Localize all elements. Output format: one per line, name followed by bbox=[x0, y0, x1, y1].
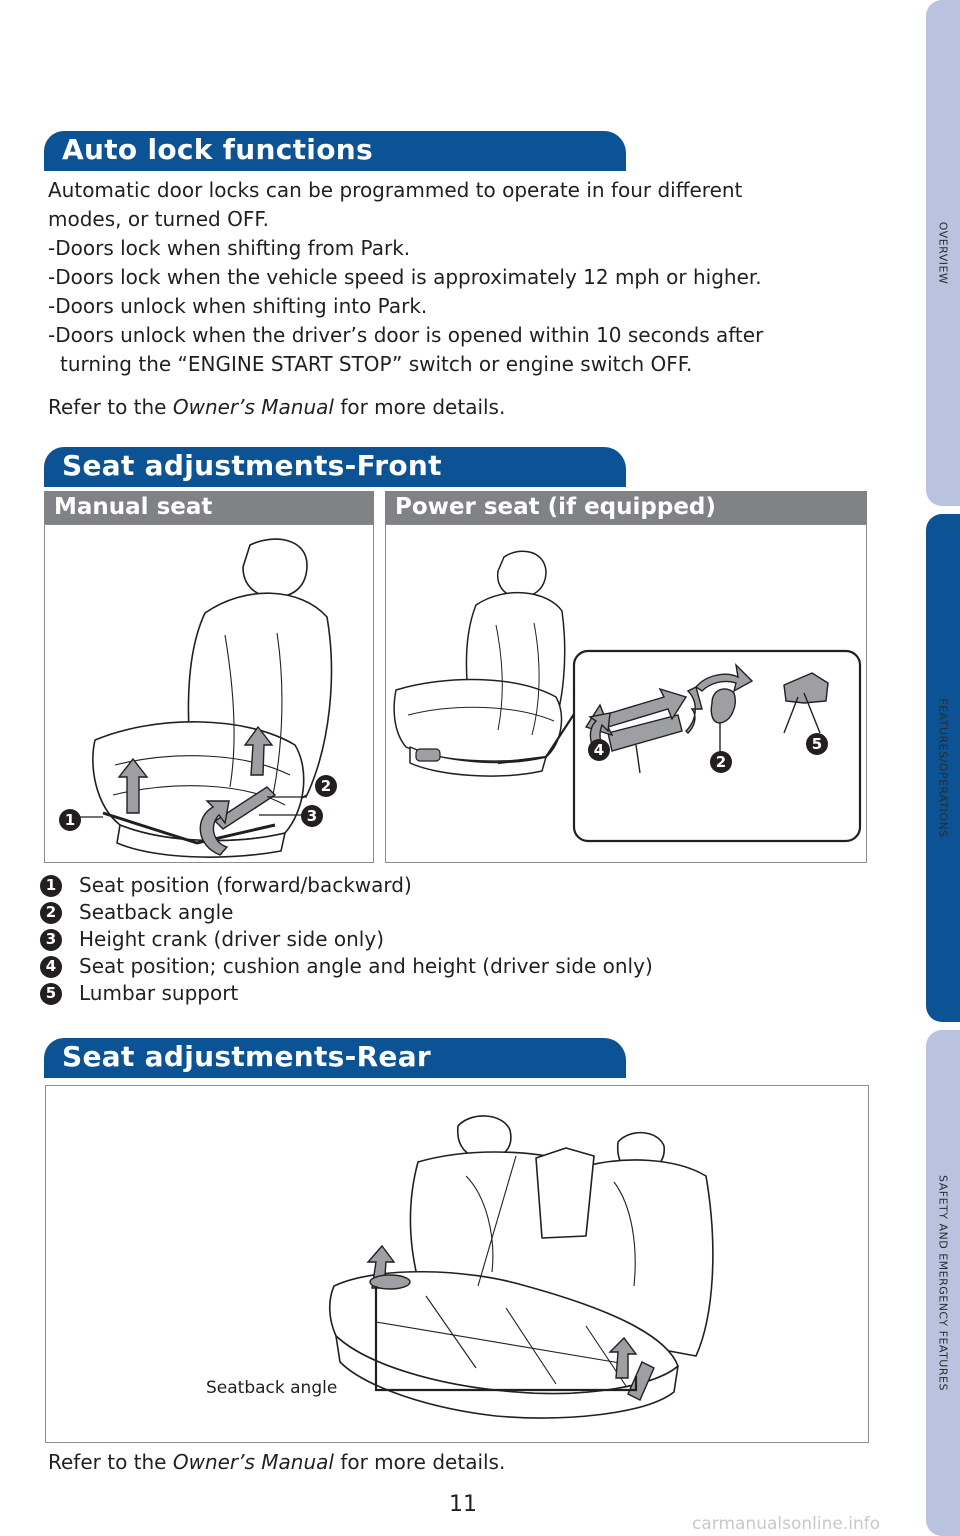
legend-row bbox=[40, 926, 653, 953]
page-number: 11 bbox=[449, 1492, 477, 1517]
side-tab-safety-label: SAFETY AND EMERGENCY FEATURES bbox=[936, 1175, 950, 1391]
auto-lock-banner bbox=[44, 131, 626, 171]
legend-num: 1 bbox=[40, 875, 62, 897]
seat-rear-banner bbox=[44, 1038, 626, 1078]
legend-text: Seatback angle bbox=[79, 900, 234, 924]
manual-seat-header: Manual seat bbox=[44, 491, 374, 524]
rear-callout-label: Seatback angle bbox=[206, 1378, 338, 1398]
legend-text: Seat position (forward/backward) bbox=[79, 873, 412, 897]
refer-manual: Owner’s Manual bbox=[172, 395, 334, 419]
auto-lock-item-2: -Doors lock when the vehicle speed is approximately 12 mph or higher. bbox=[48, 265, 762, 289]
manual-callout-1: 1 bbox=[59, 809, 81, 831]
manual-seat-panel bbox=[44, 524, 374, 863]
legend-num: 4 bbox=[40, 956, 62, 978]
power-callout-5: 5 bbox=[806, 733, 828, 755]
power-seat-panel bbox=[385, 524, 867, 863]
rear-refer-post: for more details. bbox=[333, 1450, 506, 1474]
legend-row bbox=[40, 899, 653, 926]
auto-lock-body bbox=[48, 176, 763, 422]
legend-text: Height crank (driver side only) bbox=[79, 927, 384, 951]
auto-lock-item-4b: turning the “ENGINE START STOP” switch or engine switch OFF. bbox=[60, 352, 693, 376]
rear-seat-illustration bbox=[46, 1086, 868, 1442]
auto-lock-refer bbox=[48, 393, 763, 422]
power-callout-4: 4 bbox=[588, 739, 610, 761]
side-tab-features-label: FEATURES/OPERATIONS bbox=[936, 698, 950, 838]
side-tab-overview-label: OVERVIEW bbox=[936, 221, 950, 285]
manual-callout-3: 3 bbox=[301, 805, 323, 827]
seat-legend bbox=[40, 872, 653, 1007]
rear-seat-panel bbox=[45, 1085, 869, 1443]
auto-lock-item-4a: -Doors unlock when the driver’s door is opened within 10 seconds after bbox=[48, 323, 764, 347]
side-tab-safety[interactable] bbox=[926, 1030, 960, 1536]
refer-pre: Refer to the bbox=[48, 395, 173, 419]
seat-front-title: Seat adjustments-Front bbox=[62, 449, 442, 482]
seat-rear-title: Seat adjustments-Rear bbox=[62, 1040, 432, 1073]
rear-refer-manual: Owner’s Manual bbox=[172, 1450, 334, 1474]
legend-num: 3 bbox=[40, 929, 62, 951]
legend-row bbox=[40, 872, 653, 899]
side-tab-features[interactable] bbox=[926, 514, 960, 1022]
legend-num: 2 bbox=[40, 902, 62, 924]
rear-refer bbox=[48, 1448, 505, 1477]
manual-callout-2: 2 bbox=[315, 775, 337, 797]
power-callout-2: 2 bbox=[710, 751, 732, 773]
legend-text: Seat position; cushion angle and height (driver side only) bbox=[79, 954, 653, 978]
legend-text: Lumbar support bbox=[79, 981, 239, 1005]
legend-num: 5 bbox=[40, 983, 62, 1005]
side-tab-overview[interactable] bbox=[926, 0, 960, 506]
refer-post: for more details. bbox=[333, 395, 506, 419]
seat-front-banner bbox=[44, 447, 626, 487]
footer-watermark: carmanualsonline.info bbox=[692, 1514, 881, 1534]
power-seat-illustration bbox=[386, 525, 866, 862]
auto-lock-item-1: -Doors lock when shifting from Park. bbox=[48, 236, 411, 260]
auto-lock-intro-1: Automatic door locks can be programmed to operate in four different bbox=[48, 178, 743, 202]
rear-refer-pre: Refer to the bbox=[48, 1450, 173, 1474]
auto-lock-title: Auto lock functions bbox=[62, 133, 373, 166]
legend-row bbox=[40, 980, 653, 1007]
auto-lock-intro-2: modes, or turned OFF. bbox=[48, 207, 269, 231]
legend-row bbox=[40, 953, 653, 980]
manual-seat-illustration bbox=[45, 525, 373, 862]
power-seat-header: Power seat (if equipped) bbox=[385, 491, 867, 524]
auto-lock-item-3: -Doors unlock when shifting into Park. bbox=[48, 294, 428, 318]
